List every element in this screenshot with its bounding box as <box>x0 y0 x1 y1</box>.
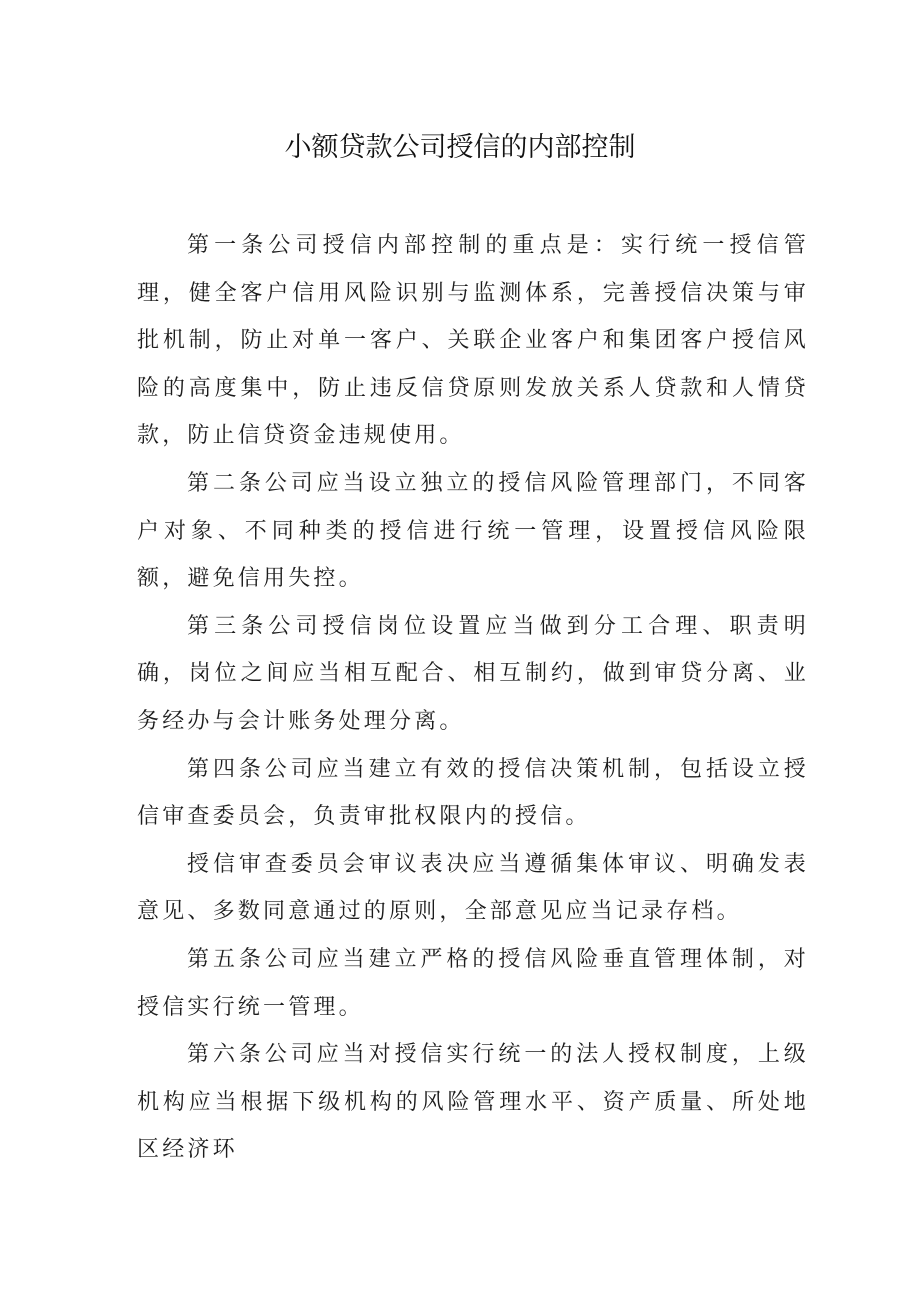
paragraph-article-5: 第五条公司应当建立严格的授信风险垂直管理体制，对授信实行统一管理。 <box>137 946 809 1020</box>
paragraph-article-1: 第一条公司授信内部控制的重点是：实行统一授信管理，健全客户信用风险识别与监测体系，完善授信决策与审批机制，防止对单一客户、关联企业客户和集团客户授信风险的高度集中，防止违反信贷原则发放关系人贷款和人情贷款，防止信贷资金违规使用。 <box>137 233 809 449</box>
document-body <box>137 222 809 1174</box>
paragraph-article-3: 第三条公司授信岗位设置应当做到分工合理、职责明确，岗位之间应当相互配合、相互制约，做到审贷分离、业务经办与会计账务处理分离。 <box>137 613 809 734</box>
paragraph-committee-voting: 授信审查委员会审议表决应当遵循集体审议、明确发表意见、多数同意通过的原则，全部意见应当记录存档。 <box>137 851 809 925</box>
paragraph-article-2: 第二条公司应当设立独立的授信风险管理部门，不同客户对象、不同种类的授信进行统一管理，设置授信风险限额，避免信用失控。 <box>137 470 809 592</box>
document-title: 小额贷款公司授信的内部控制 <box>284 132 636 163</box>
paragraph-article-6: 第六条公司应当对授信实行统一的法人授权制度，上级机构应当根据下级机构的风险管理水平、资产质量、所处地区经济环 <box>137 1042 809 1163</box>
paragraph-article-4: 第四条公司应当建立有效的授信决策机制，包括设立授信审查委员会，负责审批权限内的授信。 <box>137 756 809 830</box>
